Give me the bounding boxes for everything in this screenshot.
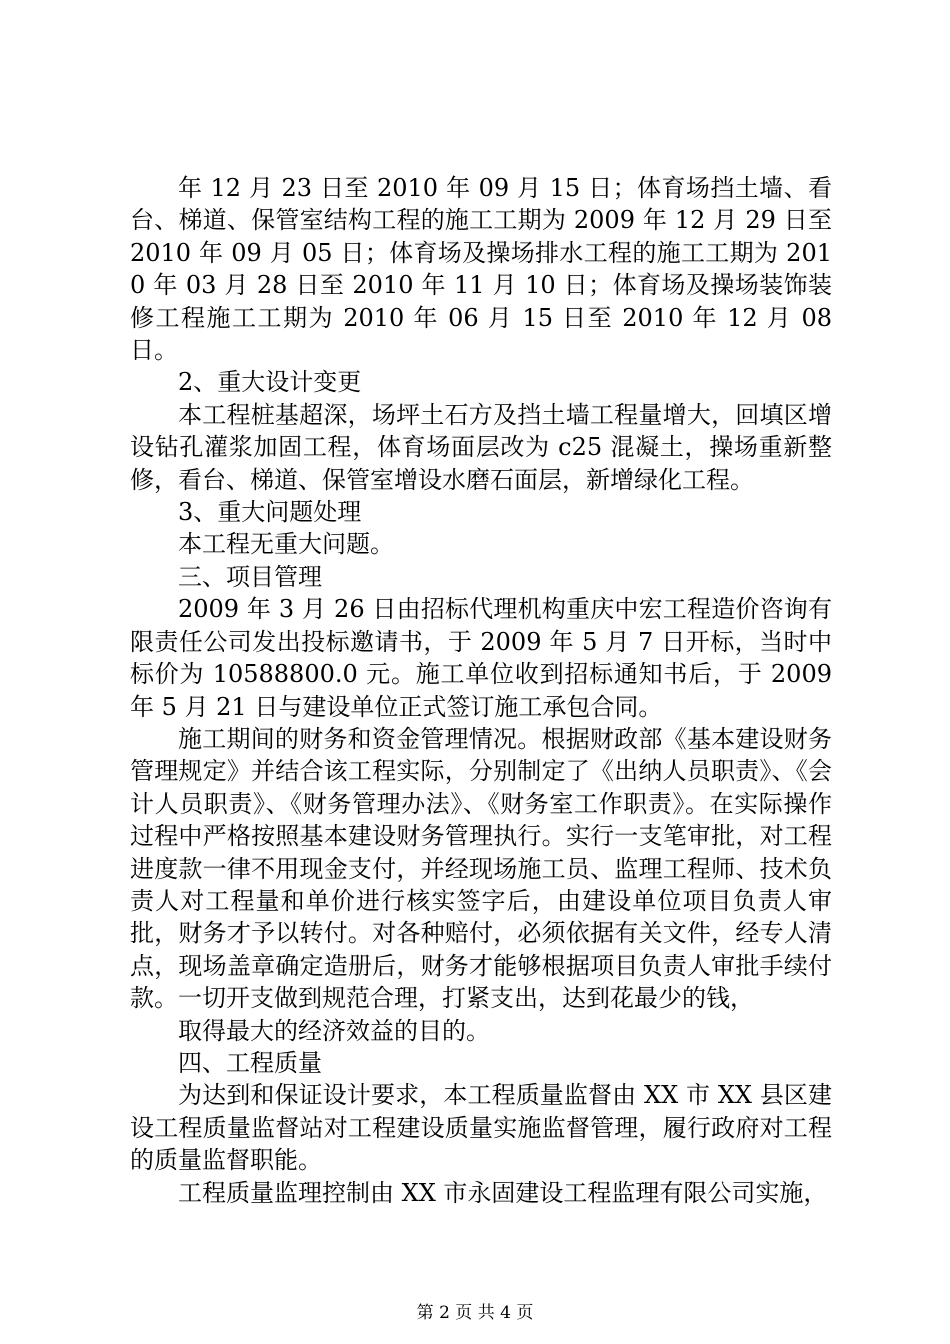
heading-project-management: 三、项目管理 xyxy=(178,562,322,591)
paragraph-finance: 施工期间的财务和资金管理情况。根据财政部《基本建设财务管理规定》并结合该工程实际，分别制定了《出纳人员职责》、《会计人员职责》、《财务管理办法》、《财务室工作职责》。在实际操作过程中严格按照基本建设财务管理执行。实行一支笔审批，对工程进度款一律不用现金支付，并经现场施工员、监理工程师、技术负责人对工程量和单价进行核实签字后，由建设单位项目负责人审批，财务才予以转付。对各种赔付，必须依据有关文件，经专人清点，现场盖章确定造册后，财务才能够根据项目负责人审批手续付款。一切开支做到规范合理，打紧支出，达到花最少的钱， xyxy=(130,724,832,1013)
heading-major-design-change: 2、重大设计变更 xyxy=(178,368,362,397)
paragraph-quality-control: 工程质量监理控制由 XX 市永固建设工程监理有限公司实施， xyxy=(178,1178,828,1207)
document-body xyxy=(130,172,832,1209)
paragraph-schedule: 年 12 月 23 日至 2010 年 09 月 15 日；体育场挡土墙、看台、梯道、保管室结构工程的施工工期为 2009 年 12 月 29 日至 2010 年 09 月 05 日；体育场及操场排水工程的施工工期为 2010 年 03 月 28 日至 2010 年 11 月 10 日；体育场及操场装饰装修工程施工工期为 2010 年 06 月 15 日至 2010 年 12 月 08 日。 xyxy=(130,174,832,365)
heading-engineering-quality: 四、工程质量 xyxy=(178,1048,322,1077)
paragraph-design-change: 本工程桩基超深，场坪土石方及挡土墙工程量增大，回填区增设钻孔灌浆加固工程，体育场面层改为 c25 混凝土，操场重新整修，看台、梯道、保管室增设水磨石面层，新增绿化工程。 xyxy=(130,400,832,494)
paragraph-quality-supervision: 为达到和保证设计要求，本工程质量监督由 XX 市 XX 县区建设工程质量监督站对工程建设质量实施监督管理，履行政府对工程的质量监督职能。 xyxy=(130,1081,832,1175)
paragraph-bidding: 2009 年 3 月 26 日由招标代理机构重庆中宏工程造价咨询有限责任公司发出投标邀请书，于 2009 年 5 月 7 日开标，当时中标价为 10588800.0 元。施工单位收到招标通知书后，于 2009 年 5 月 21 日与建设单位正式签订施工承包合同。 xyxy=(130,595,832,721)
paragraph-finance-continued: 取得最大的经济效益的目的。 xyxy=(178,1016,490,1045)
page-number-footer: 第 2 页 共 4 页 xyxy=(416,1303,534,1323)
heading-major-issues: 3、重大问题处理 xyxy=(178,498,362,527)
paragraph-no-issues: 本工程无重大问题。 xyxy=(178,530,394,559)
